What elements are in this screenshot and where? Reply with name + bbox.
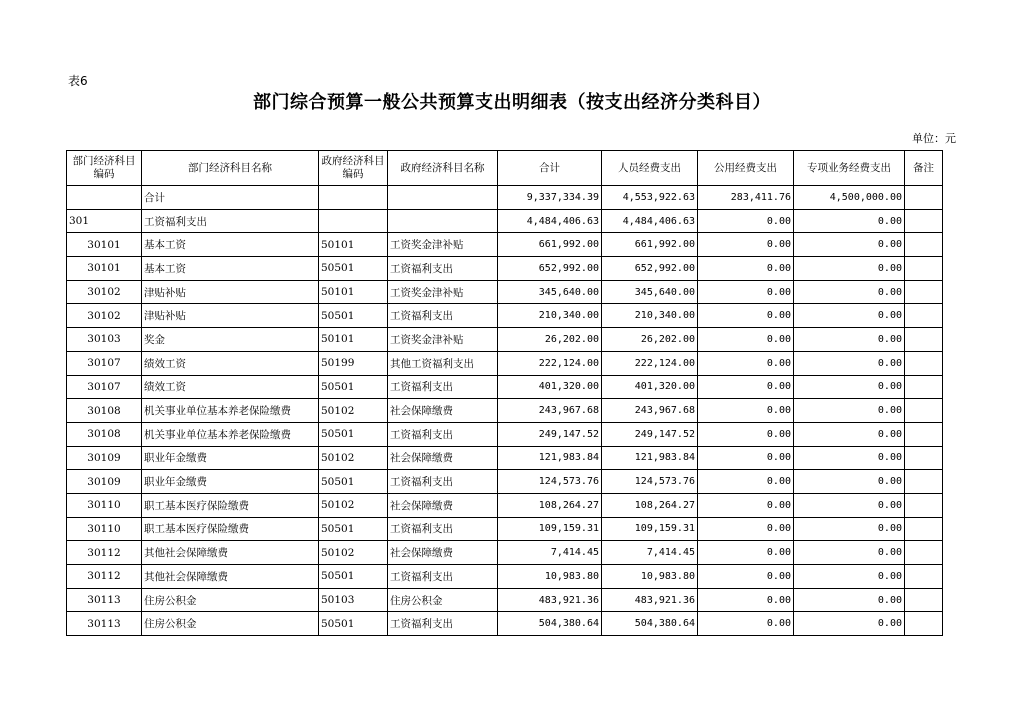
table-row xyxy=(67,565,943,589)
special-cell: 0.00 xyxy=(794,375,905,399)
public-cell: 0.00 xyxy=(698,351,794,375)
dept-code-cell: 30113 xyxy=(67,612,142,636)
special-cell: 0.00 xyxy=(794,541,905,565)
header-note: 备注 xyxy=(905,151,943,186)
table-row xyxy=(67,470,943,494)
dept-code-cell: 30110 xyxy=(67,493,142,517)
gov-name-cell: 其他工资福利支出 xyxy=(388,351,498,375)
dept-code-cell: 30102 xyxy=(67,280,142,304)
dept-name-cell: 住房公积金 xyxy=(142,588,319,612)
gov-code-cell: 50501 xyxy=(319,517,388,541)
total-cell: 652,992.00 xyxy=(498,257,602,281)
gov-name-cell: 工资奖金津补贴 xyxy=(388,328,498,352)
dept-name-cell: 其他社会保障缴费 xyxy=(142,565,319,589)
dept-name-cell: 职业年金缴费 xyxy=(142,470,319,494)
public-cell: 283,411.76 xyxy=(698,186,794,210)
table-row xyxy=(67,446,943,470)
gov-name-cell: 工资福利支出 xyxy=(388,612,498,636)
personnel-cell: 401,320.00 xyxy=(602,375,698,399)
dept-name-cell: 绩效工资 xyxy=(142,351,319,375)
special-cell: 0.00 xyxy=(794,612,905,636)
total-cell: 4,484,406.63 xyxy=(498,209,602,233)
total-cell: 249,147.52 xyxy=(498,422,602,446)
dept-name-cell: 住房公积金 xyxy=(142,612,319,636)
public-cell: 0.00 xyxy=(698,209,794,233)
header-dept-code: 部门经济科目编码 xyxy=(67,151,142,186)
table-row xyxy=(67,588,943,612)
table-row xyxy=(67,209,943,233)
special-cell: 0.00 xyxy=(794,328,905,352)
special-cell: 0.00 xyxy=(794,588,905,612)
special-cell: 4,500,000.00 xyxy=(794,186,905,210)
special-cell: 0.00 xyxy=(794,257,905,281)
special-cell: 0.00 xyxy=(794,399,905,423)
note-cell xyxy=(905,186,943,210)
gov-name-cell: 工资福利支出 xyxy=(388,375,498,399)
personnel-cell: 249,147.52 xyxy=(602,422,698,446)
dept-name-cell: 基本工资 xyxy=(142,233,319,257)
total-cell: 243,967.68 xyxy=(498,399,602,423)
public-cell: 0.00 xyxy=(698,541,794,565)
gov-name-cell: 工资福利支出 xyxy=(388,257,498,281)
table-number: 表6 xyxy=(68,74,88,88)
note-cell xyxy=(905,541,943,565)
personnel-cell: 10,983.80 xyxy=(602,565,698,589)
personnel-cell: 504,380.64 xyxy=(602,612,698,636)
personnel-cell: 108,264.27 xyxy=(602,493,698,517)
dept-code-cell: 30110 xyxy=(67,517,142,541)
header-special: 专项业务经费支出 xyxy=(794,151,905,186)
special-cell: 0.00 xyxy=(794,209,905,233)
total-cell: 483,921.36 xyxy=(498,588,602,612)
public-cell: 0.00 xyxy=(698,257,794,281)
public-cell: 0.00 xyxy=(698,233,794,257)
dept-code-cell: 30102 xyxy=(67,304,142,328)
table-row xyxy=(67,280,943,304)
table-row xyxy=(67,612,943,636)
note-cell xyxy=(905,399,943,423)
table-row xyxy=(67,186,943,210)
note-cell xyxy=(905,446,943,470)
public-cell: 0.00 xyxy=(698,328,794,352)
table-row xyxy=(67,517,943,541)
personnel-cell: 483,921.36 xyxy=(602,588,698,612)
dept-name-cell: 职工基本医疗保险缴费 xyxy=(142,517,319,541)
dept-name-cell: 职工基本医疗保险缴费 xyxy=(142,493,319,517)
public-cell: 0.00 xyxy=(698,280,794,304)
header-gov-code: 政府经济科目编码 xyxy=(319,151,388,186)
total-cell: 7,414.45 xyxy=(498,541,602,565)
dept-name-cell: 奖金 xyxy=(142,328,319,352)
total-cell: 121,983.84 xyxy=(498,446,602,470)
personnel-cell: 661,992.00 xyxy=(602,233,698,257)
note-cell xyxy=(905,588,943,612)
dept-code-cell: 30107 xyxy=(67,351,142,375)
dept-name-cell: 职业年金缴费 xyxy=(142,446,319,470)
dept-code-cell: 30101 xyxy=(67,233,142,257)
dept-code-cell xyxy=(67,186,142,210)
gov-code-cell: 50103 xyxy=(319,588,388,612)
dept-name-cell: 其他社会保障缴费 xyxy=(142,541,319,565)
header-personnel: 人员经费支出 xyxy=(602,151,698,186)
dept-code-cell: 30113 xyxy=(67,588,142,612)
table-row xyxy=(67,399,943,423)
special-cell: 0.00 xyxy=(794,565,905,589)
table-row xyxy=(67,375,943,399)
note-cell xyxy=(905,209,943,233)
special-cell: 0.00 xyxy=(794,304,905,328)
gov-code-cell: 50501 xyxy=(319,470,388,494)
table-row xyxy=(67,257,943,281)
dept-name-cell: 基本工资 xyxy=(142,257,319,281)
note-cell xyxy=(905,565,943,589)
dept-code-cell: 30112 xyxy=(67,565,142,589)
special-cell: 0.00 xyxy=(794,280,905,304)
note-cell xyxy=(905,493,943,517)
note-cell xyxy=(905,422,943,446)
note-cell xyxy=(905,375,943,399)
personnel-cell: 4,553,922.63 xyxy=(602,186,698,210)
gov-code-cell: 50501 xyxy=(319,612,388,636)
public-cell: 0.00 xyxy=(698,399,794,423)
gov-code-cell: 50501 xyxy=(319,257,388,281)
dept-code-cell: 30109 xyxy=(67,470,142,494)
gov-name-cell: 工资福利支出 xyxy=(388,517,498,541)
personnel-cell: 124,573.76 xyxy=(602,470,698,494)
total-cell: 661,992.00 xyxy=(498,233,602,257)
personnel-cell: 109,159.31 xyxy=(602,517,698,541)
dept-name-cell: 绩效工资 xyxy=(142,375,319,399)
unit-label: 单位：元 xyxy=(912,132,956,145)
dept-code-cell: 30109 xyxy=(67,446,142,470)
gov-name-cell xyxy=(388,209,498,233)
gov-code-cell: 50102 xyxy=(319,541,388,565)
dept-name-cell: 机关事业单位基本养老保险缴费 xyxy=(142,422,319,446)
header-public: 公用经费支出 xyxy=(698,151,794,186)
dept-code-cell: 30107 xyxy=(67,375,142,399)
gov-code-cell: 50102 xyxy=(319,399,388,423)
note-cell xyxy=(905,233,943,257)
header-total: 合计 xyxy=(498,151,602,186)
gov-name-cell: 工资福利支出 xyxy=(388,304,498,328)
gov-name-cell: 社会保障缴费 xyxy=(388,493,498,517)
note-cell xyxy=(905,517,943,541)
personnel-cell: 345,640.00 xyxy=(602,280,698,304)
special-cell: 0.00 xyxy=(794,233,905,257)
dept-code-cell: 30108 xyxy=(67,399,142,423)
special-cell: 0.00 xyxy=(794,493,905,517)
personnel-cell: 4,484,406.63 xyxy=(602,209,698,233)
table-header-row xyxy=(67,151,943,186)
gov-name-cell: 社会保障缴费 xyxy=(388,446,498,470)
header-gov-name: 政府经济科目名称 xyxy=(388,151,498,186)
total-cell: 345,640.00 xyxy=(498,280,602,304)
public-cell: 0.00 xyxy=(698,612,794,636)
gov-name-cell: 社会保障缴费 xyxy=(388,541,498,565)
total-cell: 26,202.00 xyxy=(498,328,602,352)
dept-name-cell: 津贴补贴 xyxy=(142,304,319,328)
table-row xyxy=(67,304,943,328)
special-cell: 0.00 xyxy=(794,470,905,494)
personnel-cell: 222,124.00 xyxy=(602,351,698,375)
header-dept-name: 部门经济科目名称 xyxy=(142,151,319,186)
personnel-cell: 210,340.00 xyxy=(602,304,698,328)
gov-name-cell xyxy=(388,186,498,210)
total-cell: 109,159.31 xyxy=(498,517,602,541)
page-title: 部门综合预算一般公共预算支出明细表（按支出经济分类科目） xyxy=(253,92,771,113)
dept-code-cell: 30108 xyxy=(67,422,142,446)
personnel-cell: 652,992.00 xyxy=(602,257,698,281)
public-cell: 0.00 xyxy=(698,470,794,494)
table-row xyxy=(67,351,943,375)
note-cell xyxy=(905,328,943,352)
table-row xyxy=(67,493,943,517)
personnel-cell: 243,967.68 xyxy=(602,399,698,423)
total-cell: 108,264.27 xyxy=(498,493,602,517)
gov-name-cell: 工资福利支出 xyxy=(388,470,498,494)
special-cell: 0.00 xyxy=(794,517,905,541)
public-cell: 0.00 xyxy=(698,493,794,517)
table-row xyxy=(67,328,943,352)
public-cell: 0.00 xyxy=(698,422,794,446)
gov-name-cell: 工资福利支出 xyxy=(388,422,498,446)
gov-name-cell: 工资奖金津补贴 xyxy=(388,280,498,304)
note-cell xyxy=(905,351,943,375)
gov-code-cell: 50501 xyxy=(319,422,388,446)
total-cell: 401,320.00 xyxy=(498,375,602,399)
public-cell: 0.00 xyxy=(698,304,794,328)
personnel-cell: 7,414.45 xyxy=(602,541,698,565)
table-row xyxy=(67,422,943,446)
personnel-cell: 121,983.84 xyxy=(602,446,698,470)
gov-code-cell: 50102 xyxy=(319,493,388,517)
dept-code-cell: 301 xyxy=(67,209,142,233)
dept-code-cell: 30101 xyxy=(67,257,142,281)
public-cell: 0.00 xyxy=(698,565,794,589)
total-cell: 10,983.80 xyxy=(498,565,602,589)
dept-name-cell: 工资福利支出 xyxy=(142,209,319,233)
table-row xyxy=(67,233,943,257)
total-cell: 222,124.00 xyxy=(498,351,602,375)
gov-code-cell: 50199 xyxy=(319,351,388,375)
expenditure-table xyxy=(66,150,943,636)
gov-name-cell: 社会保障缴费 xyxy=(388,399,498,423)
public-cell: 0.00 xyxy=(698,375,794,399)
special-cell: 0.00 xyxy=(794,422,905,446)
note-cell xyxy=(905,304,943,328)
gov-code-cell xyxy=(319,209,388,233)
gov-code-cell: 50501 xyxy=(319,375,388,399)
gov-code-cell: 50501 xyxy=(319,304,388,328)
special-cell: 0.00 xyxy=(794,351,905,375)
gov-name-cell: 住房公积金 xyxy=(388,588,498,612)
table-row xyxy=(67,541,943,565)
gov-code-cell xyxy=(319,186,388,210)
dept-name-cell: 机关事业单位基本养老保险缴费 xyxy=(142,399,319,423)
total-cell: 210,340.00 xyxy=(498,304,602,328)
note-cell xyxy=(905,470,943,494)
public-cell: 0.00 xyxy=(698,517,794,541)
gov-code-cell: 50102 xyxy=(319,446,388,470)
special-cell: 0.00 xyxy=(794,446,905,470)
dept-name-cell: 合计 xyxy=(142,186,319,210)
total-cell: 124,573.76 xyxy=(498,470,602,494)
total-cell: 504,380.64 xyxy=(498,612,602,636)
gov-name-cell: 工资福利支出 xyxy=(388,565,498,589)
public-cell: 0.00 xyxy=(698,588,794,612)
note-cell xyxy=(905,280,943,304)
note-cell xyxy=(905,612,943,636)
gov-code-cell: 50101 xyxy=(319,280,388,304)
total-cell: 9,337,334.39 xyxy=(498,186,602,210)
gov-name-cell: 工资奖金津补贴 xyxy=(388,233,498,257)
gov-code-cell: 50501 xyxy=(319,565,388,589)
dept-code-cell: 30112 xyxy=(67,541,142,565)
note-cell xyxy=(905,257,943,281)
dept-name-cell: 津贴补贴 xyxy=(142,280,319,304)
gov-code-cell: 50101 xyxy=(319,328,388,352)
dept-code-cell: 30103 xyxy=(67,328,142,352)
public-cell: 0.00 xyxy=(698,446,794,470)
gov-code-cell: 50101 xyxy=(319,233,388,257)
personnel-cell: 26,202.00 xyxy=(602,328,698,352)
